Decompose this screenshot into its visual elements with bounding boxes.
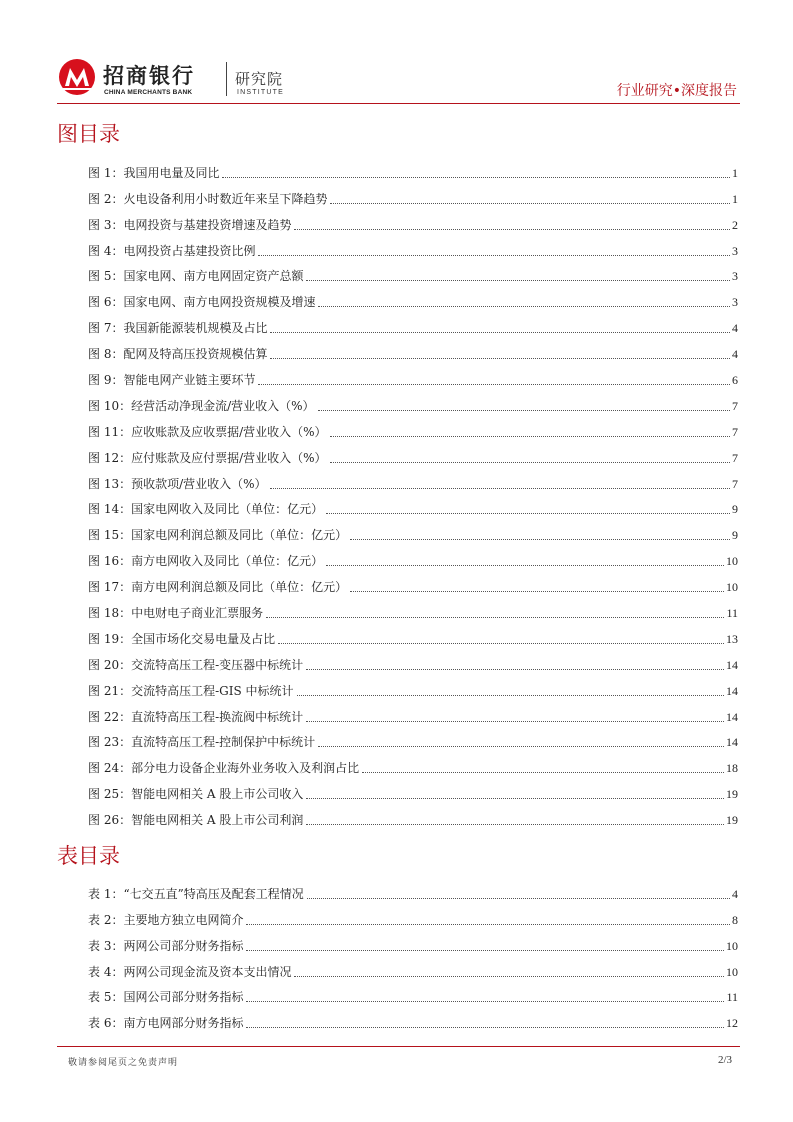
toc-entry-label: 图 3：电网投资与基建投资增速及趋势 [88,218,294,233]
toc-entry-label: 图 4：电网投资占基建投资比例 [88,244,258,259]
figures-toc-list [88,155,738,828]
bank-name-en: CHINA MERCHANTS BANK [104,89,193,96]
page-header [57,56,737,102]
toc-entry[interactable] [88,440,738,466]
toc-entry-page: 3 [732,295,738,310]
toc-dot-leader [318,409,730,411]
toc-entry-page: 3 [732,243,738,258]
toc-entry-label: 图 2：火电设备利用小时数近年来呈下降趋势 [88,192,330,207]
report-type: 行业研究•深度报告 [616,83,737,99]
toc-dot-leader [330,435,730,437]
toc-dot-leader [318,305,730,307]
toc-dot-leader [258,383,730,385]
toc-dot-leader [246,1000,724,1002]
toc-entry-page: 19 [726,787,738,802]
toc-entry-label: 图 21：交流特高压工程-GIS 中标统计 [88,684,297,699]
institute-name-cn: 研究院 [235,70,284,88]
toc-entry-page: 8 [732,912,738,927]
toc-entry[interactable] [88,259,738,285]
toc-entry-page: 10 [726,964,738,979]
toc-entry-page: 1 [732,191,738,206]
toc-entry-label: 图 24：部分电力设备企业海外业务收入及利润占比 [88,761,362,776]
toc-entry-page: 7 [732,450,738,465]
toc-entry[interactable] [88,673,738,699]
toc-entry-page: 14 [726,683,738,698]
toc-dot-leader [294,228,730,230]
toc-entry[interactable] [88,284,738,310]
toc-entry[interactable] [88,569,738,595]
toc-entry-page: 7 [732,398,738,413]
toc-entry-page: 13 [726,631,738,646]
toc-entry-page: 4 [732,321,738,336]
toc-entry-label: 图 14：国家电网收入及同比（单位：亿元） [88,502,326,517]
toc-entry-label: 图 7：我国新能源装机规模及占比 [88,321,270,336]
toc-entry[interactable] [88,1005,738,1031]
toc-entry[interactable] [88,902,738,928]
toc-entry[interactable] [88,181,738,207]
toc-dot-leader [306,720,724,722]
toc-dot-leader [306,823,724,825]
toc-entry[interactable] [88,621,738,647]
toc-entry-page: 1 [732,165,738,180]
figures-toc-title: 图目录 [57,122,120,146]
toc-entry-page: 4 [732,886,738,901]
toc-dot-leader [306,797,724,799]
toc-entry[interactable] [88,802,738,828]
toc-entry-label: 表 1：“七交五直”特高压及配套工程情况 [88,887,307,902]
toc-entry-page: 10 [726,580,738,595]
toc-entry-page: 11 [726,606,738,621]
toc-dot-leader [326,564,724,566]
toc-dot-leader [266,616,724,618]
toc-dot-leader [278,642,724,644]
toc-entry[interactable] [88,310,738,336]
toc-entry-label: 图 6：国家电网、南方电网投资规模及增速 [88,295,318,310]
bank-name-cn: 招商银行 [103,64,195,88]
toc-dot-leader [246,923,730,925]
toc-entry-page: 9 [732,528,738,543]
toc-entry[interactable] [88,647,738,673]
cmb-logo-icon [57,58,97,96]
toc-entry[interactable] [88,155,738,181]
toc-entry[interactable] [88,362,738,388]
toc-entry-label: 图 12：应付账款及应付票据/营业收入（%） [88,451,330,466]
toc-dot-leader [246,1026,724,1028]
toc-entry-label: 图 1：我国用电量及同比 [88,166,222,181]
toc-dot-leader [297,694,724,696]
toc-entry-page: 3 [732,269,738,284]
toc-dot-leader [270,487,730,489]
toc-dot-leader [270,357,730,359]
toc-entry-label: 图 16：南方电网收入及同比（单位：亿元） [88,554,326,569]
toc-dot-leader [270,331,730,333]
toc-entry-label: 图 25：智能电网相关 A 股上市公司收入 [88,787,306,802]
toc-entry-page: 11 [726,990,738,1005]
toc-entry-page: 7 [732,424,738,439]
toc-dot-leader [306,279,730,281]
toc-entry-label: 图 26：智能电网相关 A 股上市公司利润 [88,813,306,828]
toc-entry-label: 图 19：全国市场化交易电量及占比 [88,632,278,647]
toc-entry-label: 图 23：直流特高压工程-控制保护中标统计 [88,735,318,750]
toc-dot-leader [326,512,730,514]
toc-entry-page: 14 [726,709,738,724]
toc-entry-label: 图 5：国家电网、南方电网固定资产总额 [88,269,306,284]
toc-dot-leader [222,176,730,178]
institute-name-en: INSTITUTE [237,89,284,96]
toc-entry[interactable] [88,776,738,802]
toc-entry-page: 4 [732,347,738,362]
toc-entry[interactable] [88,928,738,954]
toc-dot-leader [350,538,730,540]
toc-dot-leader [294,975,724,977]
toc-entry-label: 图 11：应收账款及应收票据/营业收入（%） [88,425,330,440]
footer-divider [57,1046,740,1047]
toc-entry[interactable] [88,725,738,751]
toc-entry[interactable] [88,954,738,980]
toc-entry-label: 图 22：直流特高压工程-换流阀中标统计 [88,710,306,725]
logo-divider [226,62,227,96]
toc-dot-leader [258,254,730,256]
toc-dot-leader [330,461,730,463]
toc-entry[interactable] [88,517,738,543]
toc-dot-leader [362,771,724,773]
toc-entry-label: 图 15：国家电网利润总额及同比（单位：亿元） [88,528,350,543]
toc-entry[interactable] [88,699,738,725]
toc-entry-label: 图 10：经营活动净现金流/营业收入（%） [88,399,318,414]
toc-entry-label: 表 4：两网公司现金流及资本支出情况 [88,965,294,980]
toc-entry[interactable] [88,543,738,569]
toc-entry[interactable] [88,414,738,440]
toc-entry-label: 图 13：预收款项/营业收入（%） [88,477,270,492]
tables-toc-list [88,876,738,1031]
toc-entry-label: 表 5：国网公司部分财务指标 [88,990,246,1005]
page-indicator: 2/3 [717,1054,732,1066]
toc-entry-label: 表 2：主要地方独立电网简介 [88,913,246,928]
toc-entry-page: 18 [726,761,738,776]
disclaimer-note: 敬请参阅尾页之免责声明 [68,1058,179,1068]
toc-entry-label: 图 9：智能电网产业链主要环节 [88,373,258,388]
tables-toc-title: 表目录 [57,844,120,868]
toc-entry-page: 2 [732,217,738,232]
toc-entry[interactable] [88,595,738,621]
toc-entry[interactable] [88,233,738,259]
toc-dot-leader [330,202,730,204]
toc-entry-page: 7 [732,476,738,491]
toc-entry-page: 14 [726,657,738,672]
toc-entry[interactable] [88,876,738,902]
toc-entry-label: 表 3：两网公司部分财务指标 [88,939,246,954]
toc-dot-leader [350,590,724,592]
header-divider [57,103,740,104]
toc-dot-leader [246,949,724,951]
toc-entry-page: 10 [726,938,738,953]
toc-entry-page: 12 [726,1016,738,1031]
toc-entry-label: 图 18：中电财电子商业汇票服务 [88,606,266,621]
toc-dot-leader [318,745,724,747]
toc-entry-page: 6 [732,373,738,388]
toc-entry[interactable] [88,207,738,233]
toc-entry[interactable] [88,492,738,518]
toc-entry-page: 10 [726,554,738,569]
toc-entry-page: 19 [726,813,738,828]
toc-entry-label: 图 17：南方电网利润总额及同比（单位：亿元） [88,580,350,595]
toc-dot-leader [307,897,730,899]
toc-entry-page: 14 [726,735,738,750]
toc-entry-label: 表 6：南方电网部分财务指标 [88,1016,246,1031]
toc-entry[interactable] [88,388,738,414]
toc-entry[interactable] [88,466,738,492]
toc-entry-label: 图 20：交流特高压工程-变压器中标统计 [88,658,306,673]
toc-entry-page: 9 [732,502,738,517]
toc-entry[interactable] [88,750,738,776]
toc-entry[interactable] [88,980,738,1006]
toc-dot-leader [306,668,724,670]
toc-entry[interactable] [88,336,738,362]
toc-entry-label: 图 8：配网及特高压投资规模估算 [88,347,270,362]
